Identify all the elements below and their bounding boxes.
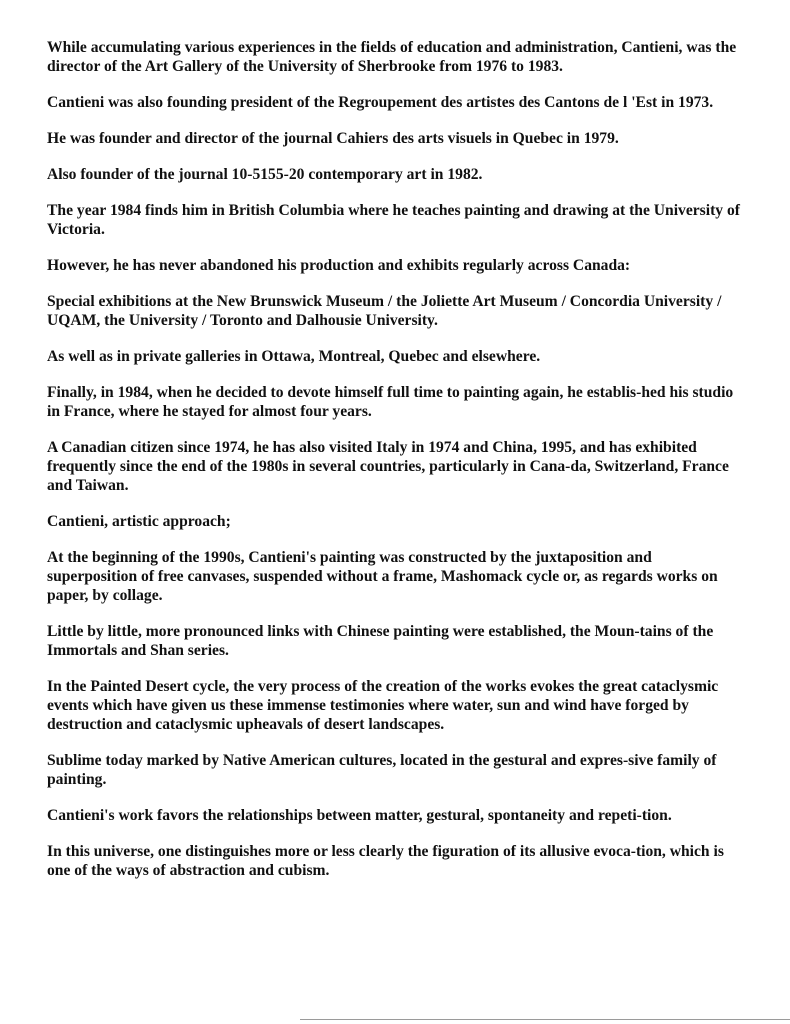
paragraph-chinese-painting: Little by little, more pronounced links with Chinese painting were established, the Moun-tains of the Immortals and Shan series. xyxy=(47,623,714,659)
paragraph-founding-president: Cantieni was also founding president of the Regroupement des artistes des Cantons de l 'Est in 1973. xyxy=(47,94,714,111)
paragraph-1990s-painting: At the beginning of the 1990s, Cantieni's painting was constructed by the juxtaposition and superposition of free canvases, suspended without a frame, Mashomack cycle or, as regards works on paper, by collage. xyxy=(47,549,718,604)
paragraph-canadian-citizen: A Canadian citizen since 1974, he has also visited Italy in 1974 and China, 1995, and has exhibited frequently since the end of the 1980s in several countries, particularly in Cana-da, Switzerland, France and Taiwan. xyxy=(47,439,729,494)
paragraph-abstraction-cubism: In this universe, one distinguishes more or less clearly the figuration of its allusive evoca-tion, which is one of the ways of abstraction and cubism. xyxy=(47,843,724,879)
paragraph-contemporary-journal: Also founder of the journal 10-5155-20 contemporary art in 1982. xyxy=(47,166,483,183)
paragraph-exhibits-canada: However, he has never abandoned his production and exhibits regularly across Canada: xyxy=(47,257,631,274)
document-body xyxy=(47,38,745,897)
paragraph-director-sherbrooke: While accumulating various experiences in the fields of education and administration, Cantieni, was the director of the Art Gallery of the University of Sherbrooke from 1976 to 1983. xyxy=(47,39,737,75)
paragraph-painted-desert: In the Painted Desert cycle, the very process of the creation of the works evokes the great cataclysmic events which have given us these immense testimonies where water, sun and wind have forged by destruction and cataclysmic upheavals of desert landscapes. xyxy=(47,678,719,733)
paragraph-british-columbia: The year 1984 finds him in British Columbia where he teaches painting and drawing at the University of Victoria. xyxy=(47,202,740,238)
paragraph-native-american: Sublime today marked by Native American cultures, located in the gestural and expres-sive family of painting. xyxy=(47,752,717,788)
paragraph-private-galleries: As well as in private galleries in Ottawa, Montreal, Quebec and elsewhere. xyxy=(47,348,541,365)
paragraph-studio-france: Finally, in 1984, when he decided to devote himself full time to painting again, he establis-hed his studio in France, where he stayed for almost four years. xyxy=(47,384,734,420)
paragraph-artistic-approach-heading: Cantieni, artistic approach; xyxy=(47,513,231,530)
bottom-divider xyxy=(300,1019,790,1020)
paragraph-matter-gestural: Cantieni's work favors the relationships between matter, gestural, spontaneity and repeti-tion. xyxy=(47,807,672,824)
paragraph-special-exhibitions: Special exhibitions at the New Brunswick Museum / the Joliette Art Museum / Concordia University / UQAM, the University / Toronto and Dalhousie University. xyxy=(47,293,722,329)
paragraph-cahiers-journal: He was founder and director of the journal Cahiers des arts visuels in Quebec in 1979. xyxy=(47,130,619,147)
